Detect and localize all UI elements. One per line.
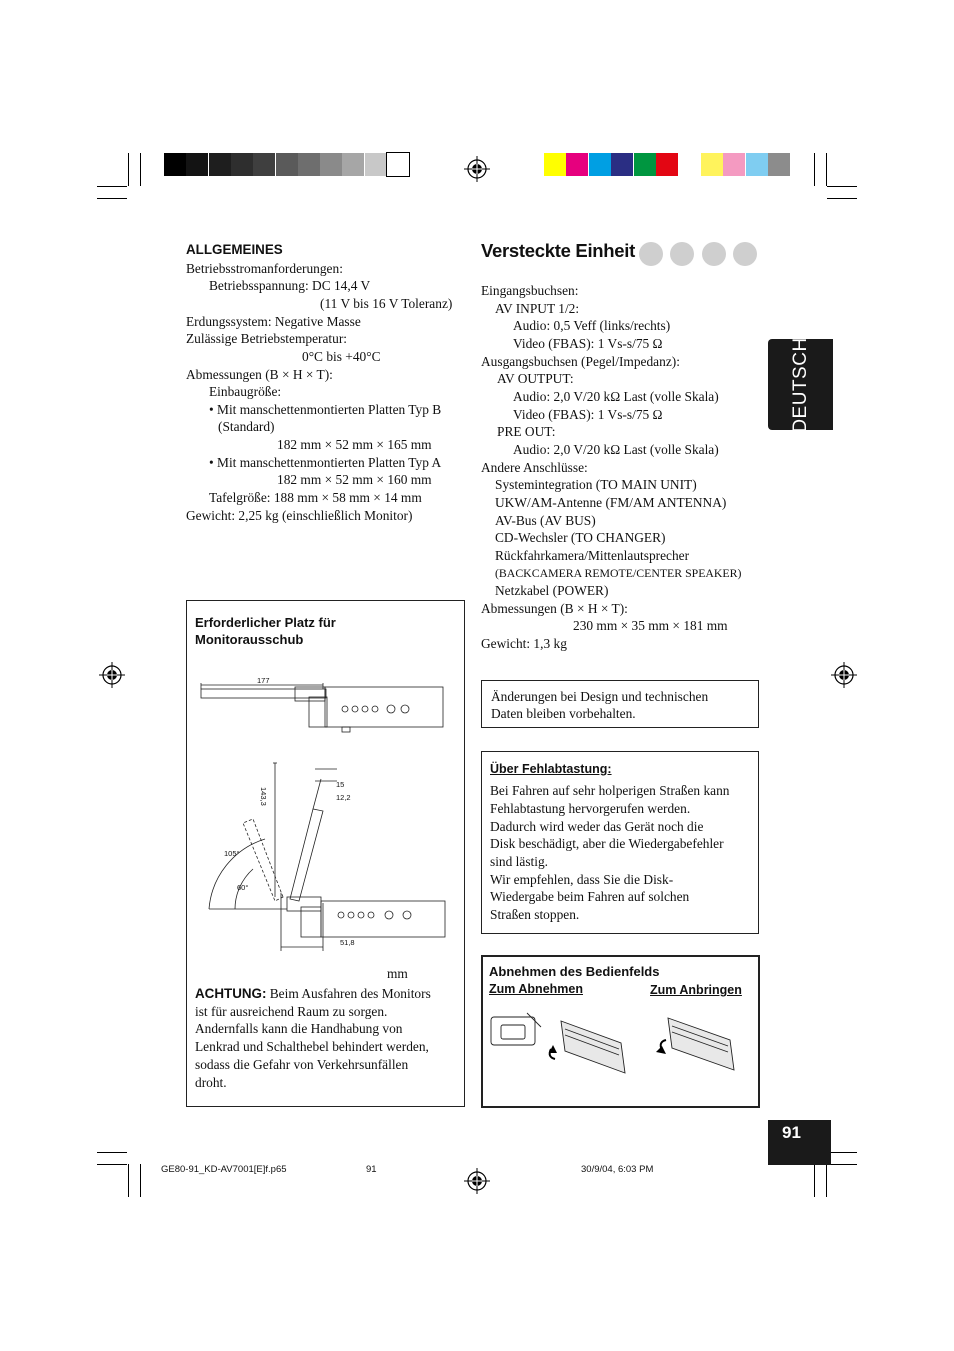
gray-swatch: [387, 153, 409, 176]
warning-text: Beim Ausfahren des Monitors: [266, 986, 431, 1001]
dimension-label: 51,8: [340, 938, 355, 947]
attach-label: Zum Anbringen: [650, 983, 742, 997]
warning-text: ist für ausreichend Raum zu sorgen.: [195, 1003, 388, 1019]
skip-text: Dadurch wird weder das Gerät noch die: [490, 819, 704, 834]
footer-date: 30/9/04, 6:03 PM: [581, 1164, 654, 1175]
gray-swatch: [164, 153, 186, 176]
warning-text: Andernfalls kann die Handhabung von: [195, 1021, 403, 1037]
page-number-block: [768, 1120, 831, 1165]
panel-attach-illustration: [648, 1012, 748, 1082]
spec-line: Andere Anschlüsse:: [481, 460, 588, 475]
color-swatch: [544, 153, 566, 176]
skip-text: sind lästig.: [490, 854, 549, 869]
spec-line: Audio: 2,0 V/20 kΩ Last (volle Skala): [513, 389, 719, 404]
spec-line: CD-Wechsler (TO CHANGER): [495, 530, 666, 545]
spec-line: Systemintegration (TO MAIN UNIT): [495, 477, 697, 492]
warning-label: ACHTUNG:: [195, 986, 267, 1001]
warning-text: droht.: [195, 1074, 227, 1090]
footer-page: 91: [366, 1164, 377, 1175]
spec-line: 0°C bis +40°C: [302, 349, 381, 364]
spec-line: (BACKCAMERA REMOTE/CENTER SPEAKER): [495, 566, 742, 580]
skip-title: Über Fehlabtastung:: [490, 762, 612, 776]
spec-line: Betriebsspannung: DC 14,4 V: [209, 278, 371, 293]
spec-line: (Standard): [218, 419, 275, 434]
spec-line: UKW/AM-Antenne (FM/AM ANTENNA): [495, 495, 727, 510]
spec-line: (11 V bis 16 V Toleranz): [320, 296, 453, 311]
notice-box: [481, 680, 759, 728]
spec-line: Audio: 0,5 Veff (links/rechts): [513, 318, 671, 333]
page-number: 91: [782, 1123, 801, 1142]
color-swatch: [768, 153, 790, 176]
skip-text: Bei Fahren auf sehr holperigen Straßen kann: [490, 783, 730, 798]
remove-label: Zum Abnehmen: [489, 982, 583, 996]
gray-swatch: [186, 153, 208, 176]
monitor-space-box: [186, 600, 465, 1107]
angle-label: 60°: [237, 883, 249, 892]
angle-label: 105°: [224, 849, 240, 858]
spec-line: Gewicht: 1,3 kg: [481, 636, 567, 651]
dimension-label: 12,2: [336, 793, 351, 802]
spec-line: PRE OUT:: [497, 424, 556, 439]
color-swatch: [701, 153, 723, 176]
language-tab: [768, 336, 833, 433]
dimension-label: 143,3: [259, 787, 268, 806]
notice-text: Daten bleiben vorbehalten.: [491, 706, 636, 721]
spec-line: • Mit manschettenmontierten Platten Typ A: [209, 455, 442, 470]
color-swatch: [746, 153, 768, 176]
gray-swatch: [231, 153, 253, 176]
spec-line: Abmessungen (B × H × T):: [481, 601, 628, 616]
monitor-box-title-2: Monitorausschub: [195, 632, 304, 647]
gray-swatch: [253, 153, 275, 176]
gray-swatch: [298, 153, 320, 176]
registration-mark-icon: [464, 156, 490, 182]
skip-notice-box: [481, 751, 759, 934]
panel-remove-illustration: [489, 1009, 629, 1081]
spec-line: Rückfahrkamera/Mittenlautsprecher: [495, 548, 690, 563]
notice-text: Änderungen bei Design und technischen: [491, 689, 709, 704]
registration-mark-icon: [464, 1168, 490, 1194]
spec-line: Zulässige Betriebstemperatur:: [186, 331, 348, 346]
spec-line: Eingangsbuchsen:: [481, 283, 579, 298]
panel-box-title: Abnehmen des Bedienfelds: [489, 964, 660, 979]
monitor-box-title: Erforderlicher Platz für: [195, 615, 336, 630]
spec-line: Betriebsstromanforderungen:: [186, 261, 343, 276]
warning-text: Lenkrad und Schalthebel behindert werden,: [195, 1039, 429, 1055]
spec-line: 230 mm × 35 mm × 181 mm: [573, 618, 728, 633]
general-heading: ALLGEMEINES: [186, 242, 283, 257]
spec-line: Audio: 2,0 V/20 kΩ Last (volle Skala): [513, 442, 719, 457]
color-swatch: [611, 153, 633, 176]
registration-mark-icon: [831, 662, 857, 688]
footer-filename: GE80-91_KD-AV7001[E]f.p65: [161, 1164, 287, 1175]
spec-line: 182 mm × 52 mm × 165 mm: [277, 437, 432, 452]
monitor-warning: [195, 985, 460, 1091]
gray-swatch: [365, 153, 387, 176]
gray-swatch: [276, 153, 298, 176]
hidden-unit-heading: Versteckte Einheit: [481, 240, 635, 261]
color-swatch: [678, 153, 700, 176]
spec-line: Video (FBAS): 1 Vs-s/75 Ω: [513, 407, 663, 422]
spec-line: AV OUTPUT:: [497, 371, 574, 386]
color-swatch: [566, 153, 588, 176]
skip-text: Straßen stoppen.: [490, 907, 580, 922]
skip-text: Wir empfehlen, dass Sie die Disk-: [490, 872, 674, 887]
spec-line: AV-Bus (AV BUS): [495, 513, 596, 528]
color-swatch: [634, 153, 656, 176]
dimension-label: 177: [257, 676, 270, 685]
color-swatch: [723, 153, 745, 176]
spec-line: Video (FBAS): 1 Vs-s/75 Ω: [513, 336, 663, 351]
skip-text: Disk beschädigt, aber die Wiedergabefehler: [490, 836, 724, 851]
registration-mark-icon: [99, 662, 125, 688]
monitor-dimension-diagram: [195, 671, 457, 961]
spec-line: Ausgangsbuchsen (Pegel/Impedanz):: [481, 354, 680, 369]
spec-line: Gewicht: 2,25 kg (einschließlich Monitor): [186, 508, 413, 523]
skip-text: Wiedergabe beim Fahren auf solchen: [490, 889, 690, 904]
spec-line: AV INPUT 1/2:: [495, 301, 580, 316]
panel-detach-box: [481, 955, 760, 1108]
unit-label: mm: [387, 966, 408, 981]
gray-swatch: [209, 153, 231, 176]
spec-line: Erdungssystem: Negative Masse: [186, 314, 361, 329]
skip-text: Fehlabtastung hervorgerufen werden.: [490, 801, 691, 816]
gray-swatch: [320, 153, 342, 176]
spec-line: Netzkabel (POWER): [495, 583, 609, 598]
color-swatch: [656, 153, 678, 176]
spec-line: Einbaugröße:: [209, 384, 282, 399]
gray-swatch: [342, 153, 364, 176]
language-tab-label: DEUTSCH: [789, 336, 811, 433]
spec-line: 182 mm × 52 mm × 160 mm: [277, 472, 432, 487]
dimension-label: 15: [336, 780, 345, 789]
spec-line: Abmessungen (B × H × T):: [186, 367, 333, 382]
color-swatch: [589, 153, 611, 176]
spec-line: Tafelgröße: 188 mm × 58 mm × 14 mm: [209, 490, 422, 505]
spec-line: • Mit manschettenmontierten Platten Typ B: [209, 402, 442, 417]
warning-text: sodass die Gefahr von Verkehrsunfällen: [195, 1056, 409, 1072]
